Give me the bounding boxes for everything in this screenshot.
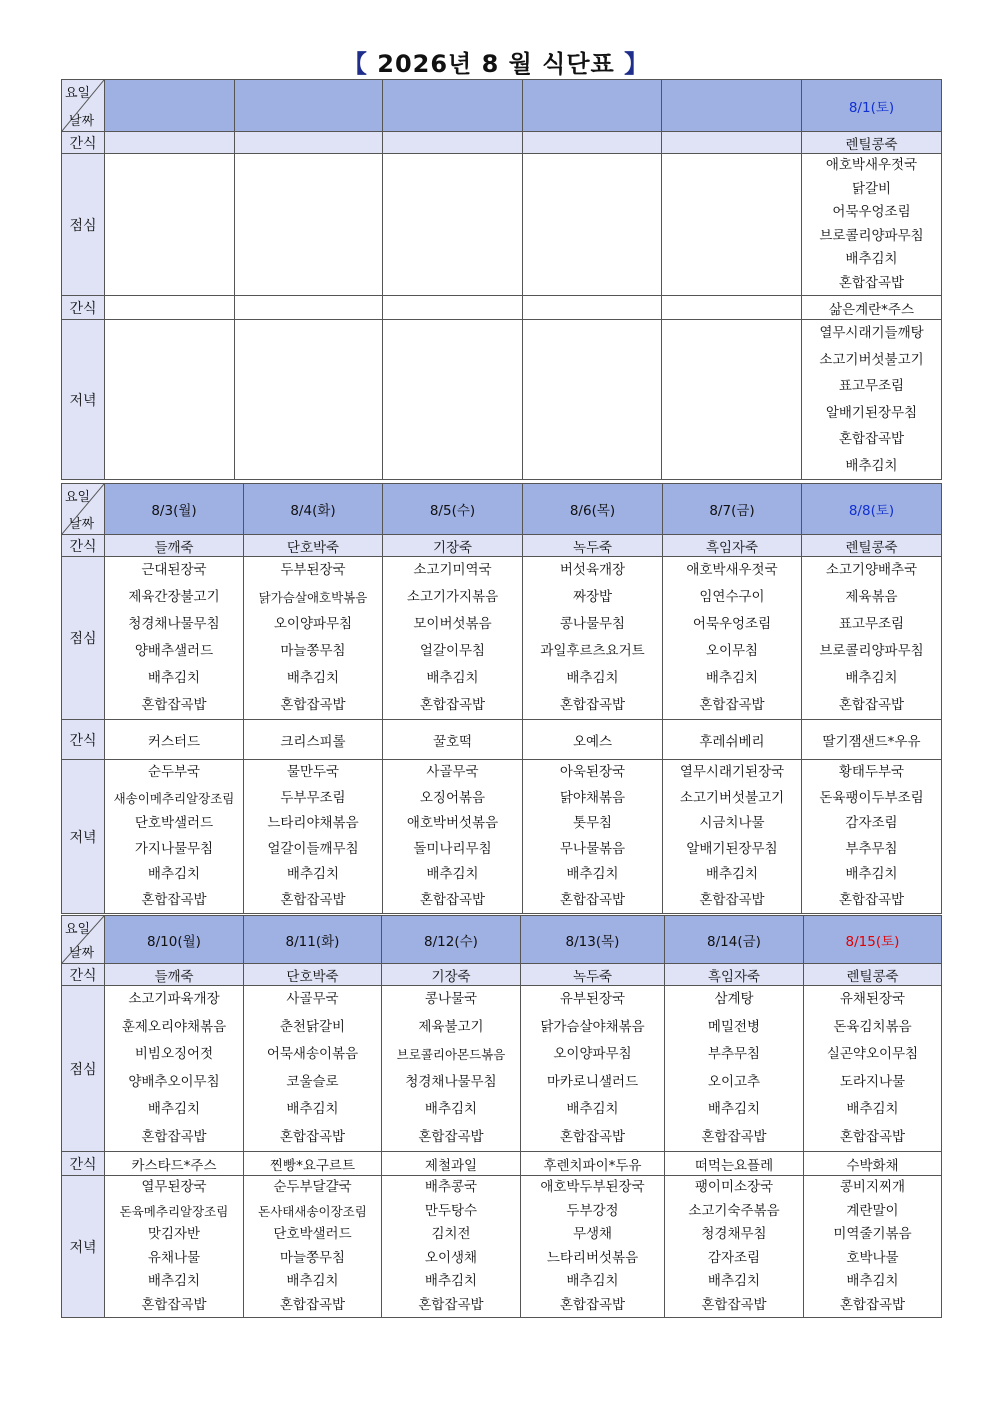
date-cell <box>235 80 383 132</box>
menu-item: 혼합잡곡밥 <box>279 1296 346 1313</box>
menu-item: 감자조림 <box>845 815 898 831</box>
lunch-cell <box>235 154 383 296</box>
menu-item: 애호박새우젓국 <box>825 157 918 173</box>
menu-item: 춘천닭갈비 <box>279 1018 346 1035</box>
snack-cell: 후렌치파이*두유 <box>521 1152 665 1176</box>
lunch-cell <box>105 986 244 1152</box>
menu-item: 배추김치 <box>147 1101 201 1117</box>
snack-cell: 단호박죽 <box>244 535 383 557</box>
dinner-cell <box>663 760 802 914</box>
lunch-cell <box>802 154 942 296</box>
menu-item: 혼합잡곡밥 <box>701 1128 767 1145</box>
menu-item: 김치전 <box>431 1226 471 1242</box>
lunch-cell <box>521 986 665 1152</box>
menu-item: 배추김치 <box>566 1101 619 1117</box>
menu-item: 배추김치 <box>566 1273 619 1289</box>
week-table-1 <box>61 79 942 480</box>
snack-cell <box>383 132 523 154</box>
menu-item: 혼합잡곡밥 <box>559 1296 626 1313</box>
date-label: 날짜 <box>69 946 95 961</box>
snack-cell: 커스터드 <box>105 720 244 760</box>
snack-cell: 기장죽 <box>383 535 523 557</box>
snack-cell: 떠먹는요플레 <box>665 1152 804 1176</box>
menu-item: 비빔오징어젓 <box>134 1046 214 1062</box>
day-date-corner <box>62 916 105 964</box>
snack-cell <box>235 296 383 320</box>
date-cell <box>523 80 662 132</box>
snack-cell: 찐빵*요구르트 <box>244 1152 382 1176</box>
snack-cell: 녹두죽 <box>521 964 665 986</box>
menu-item: 소고기미역국 <box>413 562 492 578</box>
dinner-label: 저녁 <box>62 1176 105 1318</box>
snack-cell: 렌틸콩죽 <box>802 535 942 557</box>
lunch-cell <box>802 557 942 720</box>
dinner-cell <box>105 1176 244 1318</box>
lunch-cell <box>383 154 523 296</box>
lunch-cell <box>523 154 662 296</box>
menu-item: 돈육팽이두부조림 <box>819 789 924 806</box>
menu-item: 배추김치 <box>426 670 479 686</box>
menu-item: 소고기숙주볶음 <box>688 1202 780 1219</box>
menu-item: 배추김치 <box>845 457 898 474</box>
menu-item: 아욱된장국 <box>559 764 626 780</box>
menu-item: 돈육김치볶음 <box>833 1018 912 1035</box>
menu-item: 양배추샐러드 <box>134 643 214 659</box>
snack-label: 간식 <box>62 132 105 154</box>
menu-item: 혼합잡곡밥 <box>839 1128 906 1145</box>
menu-item: 순두부달걀국 <box>273 1179 352 1195</box>
day-label: 요일 <box>65 490 91 505</box>
menu-item: 혼합잡곡밥 <box>838 431 905 447</box>
menu-item: 느타리버섯볶음 <box>546 1249 639 1266</box>
menu-item: 배추김치 <box>286 1273 339 1289</box>
menu-item: 모이버섯볶음 <box>413 616 492 632</box>
menu-item: 콩나물무침 <box>559 616 626 632</box>
menu-item: 혼합잡곡밥 <box>419 697 486 713</box>
snack-cell: 렌틸콩죽 <box>802 132 942 154</box>
dinner-row <box>62 1176 942 1318</box>
menu-item: 혼합잡곡밥 <box>280 697 346 713</box>
date-cell: 8/5(수) <box>383 484 523 535</box>
title-text: 2026년 8 월 식단표 <box>377 50 615 78</box>
snack-label: 간식 <box>62 720 105 760</box>
menu-item: 혼합잡곡밥 <box>838 697 905 713</box>
snack-row-2 <box>62 296 942 320</box>
snack-row-2 <box>62 720 942 760</box>
snack-cell: 단호박죽 <box>244 964 382 986</box>
week-table-3 <box>61 915 942 1318</box>
day-label: 요일 <box>65 922 91 937</box>
lunch-cell <box>663 557 802 720</box>
date-cell: 8/11(화) <box>244 916 382 964</box>
snack-cell <box>383 296 523 320</box>
menu-item: 유채된장국 <box>839 991 906 1007</box>
dinner-cell <box>382 1176 521 1318</box>
menu-item: 감자조림 <box>707 1249 761 1266</box>
dinner-cell <box>802 320 942 480</box>
menu-item: 맛김자반 <box>147 1226 201 1242</box>
snack-cell: 들깨죽 <box>105 964 244 986</box>
menu-item: 오이양파무침 <box>273 616 353 632</box>
menu-item: 소고기버섯불고기 <box>819 351 924 368</box>
date-cell: 8/10(월) <box>105 916 244 964</box>
dinner-cell <box>665 1176 804 1318</box>
snack-cell: 수박화채 <box>804 1152 942 1176</box>
menu-item: 배추콩국 <box>424 1179 478 1195</box>
dinner-cell <box>244 1176 382 1318</box>
date-row <box>62 916 942 964</box>
menu-item: 훈제오리야채볶음 <box>121 1018 227 1035</box>
snack-label: 간식 <box>62 1152 105 1176</box>
menu-item: 배추김치 <box>845 251 898 267</box>
menu-item: 배추김치 <box>286 670 340 686</box>
menu-item: 근대된장국 <box>141 562 207 578</box>
menu-item: 배추김치 <box>147 866 201 882</box>
menu-item: 어묵우엉조림 <box>692 616 772 632</box>
menu-item: 삼계탕 <box>714 991 754 1007</box>
menu-item: 단호박샐러드 <box>273 1226 352 1242</box>
snack-cell: 들깨죽 <box>105 535 244 557</box>
snack-cell: 제철과일 <box>382 1152 521 1176</box>
menu-item: 소고기양배추국 <box>825 562 918 578</box>
menu-item: 어묵우엉조림 <box>832 204 911 220</box>
menu-item: 시금치나물 <box>699 815 765 831</box>
menu-item: 배추김치 <box>705 670 759 686</box>
date-cell-saturday: 8/8(토) <box>802 484 942 535</box>
snack-cell <box>662 296 802 320</box>
menu-item: 오이고추 <box>707 1073 761 1090</box>
menu-item: 닭야채볶음 <box>559 789 626 806</box>
menu-item: 혼합잡곡밥 <box>839 1296 906 1313</box>
dinner-cell <box>105 760 244 914</box>
menu-item: 코울슬로 <box>286 1073 339 1090</box>
menu-item: 혼합잡곡밥 <box>699 891 765 908</box>
menu-item: 부추무침 <box>845 840 898 857</box>
menu-item: 애호박새우젓국 <box>686 562 778 578</box>
menu-item: 마늘쫑무침 <box>279 1249 346 1266</box>
dinner-cell <box>662 320 802 480</box>
date-cell <box>105 80 235 132</box>
menu-item: 청경채나물무침 <box>405 1073 497 1090</box>
menu-item: 유부된장국 <box>559 991 626 1007</box>
date-label: 날짜 <box>69 114 95 129</box>
menu-item: 혼합잡곡밥 <box>559 891 626 908</box>
week-table-2 <box>61 483 942 914</box>
lunch-cell <box>244 557 383 720</box>
menu-item: 브로콜리양파무침 <box>819 643 924 659</box>
snack-cell <box>105 132 235 154</box>
menu-item: 양배추오이무침 <box>128 1073 220 1090</box>
menu-item: 배추김치 <box>286 866 340 882</box>
menu-item: 메밀전병 <box>707 1018 761 1035</box>
menu-item: 도라지나물 <box>839 1073 906 1090</box>
menu-item: 느타리야채볶음 <box>267 815 359 831</box>
menu-item: 유채나물 <box>147 1249 201 1266</box>
date-cell: 8/12(수) <box>382 916 521 964</box>
snack-row-2 <box>62 1152 942 1176</box>
menu-item: 순두부국 <box>147 764 201 780</box>
menu-item: 사골무국 <box>426 764 479 780</box>
menu-item: 오징어볶음 <box>419 789 486 806</box>
menu-item: 소고기버섯불고기 <box>679 789 785 806</box>
menu-item: 가지나물무침 <box>134 840 214 857</box>
menu-item: 제육간장불고기 <box>128 589 220 605</box>
snack-cell: 기장죽 <box>382 964 521 986</box>
menu-item: 청경채나물무침 <box>128 616 220 632</box>
menu-item: 물만두국 <box>286 764 340 780</box>
menu-item: 얼갈이들깨무침 <box>267 840 359 857</box>
snack-label: 간식 <box>62 296 105 320</box>
menu-item: 배추김치 <box>426 866 479 882</box>
menu-item: 마늘쫑무침 <box>280 643 346 659</box>
title-bracket-close: 】 <box>624 50 650 78</box>
dinner-cell <box>802 760 942 914</box>
menu-item: 혼합잡곡밥 <box>418 1296 484 1313</box>
date-cell: 8/14(금) <box>665 916 804 964</box>
menu-item: 실곤약오이무침 <box>826 1046 919 1062</box>
menu-item: 열무시래기들깨탕 <box>819 325 924 341</box>
menu-item: 혼합잡곡밥 <box>838 274 905 291</box>
snack-cell <box>235 132 383 154</box>
menu-item: 단호박샐러드 <box>134 815 214 831</box>
menu-item: 소고기파육개장 <box>128 991 220 1007</box>
menu-item: 배추김치 <box>424 1273 478 1289</box>
menu-item: 배추김치 <box>705 866 759 882</box>
dinner-cell <box>383 760 523 914</box>
menu-item: 브로콜리아몬드볶음 <box>396 1047 506 1062</box>
menu-item: 얼갈이무침 <box>419 643 486 659</box>
dinner-cell <box>523 320 662 480</box>
menu-item: 팽이미소장국 <box>694 1179 774 1195</box>
menu-item: 배추김치 <box>846 1273 899 1289</box>
dinner-cell <box>235 320 383 480</box>
menu-item: 혼합잡곡밥 <box>418 1128 484 1145</box>
lunch-label: 점심 <box>62 557 105 720</box>
menu-item: 임연수구이 <box>699 589 765 605</box>
snack-cell: 딸기잼샌드*우유 <box>802 720 942 760</box>
dinner-cell <box>521 1176 665 1318</box>
lunch-cell <box>244 986 382 1152</box>
snack-cell: 흑임자죽 <box>663 535 802 557</box>
snack-cell <box>105 296 235 320</box>
snack-cell: 오예스 <box>523 720 663 760</box>
lunch-cell <box>105 154 235 296</box>
menu-item: 오이생채 <box>424 1249 478 1266</box>
snack-cell <box>662 132 802 154</box>
dinner-cell <box>804 1176 942 1318</box>
menu-item: 혼합잡곡밥 <box>701 1296 767 1313</box>
snack-cell <box>523 296 662 320</box>
dinner-label: 저녁 <box>62 320 105 480</box>
snack-cell: 꿀호떡 <box>383 720 523 760</box>
menu-item: 오이무침 <box>705 643 759 659</box>
lunch-cell <box>665 986 804 1152</box>
menu-item: 혼합잡곡밥 <box>559 697 626 713</box>
date-cell-saturday: 8/1(토) <box>802 80 942 132</box>
menu-item: 만두탕수 <box>424 1202 478 1219</box>
menu-item: 열무시래기된장국 <box>679 764 785 780</box>
menu-item: 두부무조림 <box>280 789 346 806</box>
date-label: 날짜 <box>69 517 95 532</box>
menu-item: 무생채 <box>572 1226 613 1242</box>
menu-item: 미역줄기볶음 <box>833 1226 912 1242</box>
snack-cell: 삶은계란*주스 <box>802 296 942 320</box>
menu-item: 배추김치 <box>147 670 201 686</box>
lunch-row <box>62 986 942 1152</box>
menu-item: 혼합잡곡밥 <box>280 891 346 908</box>
menu-item: 배추김치 <box>566 670 619 686</box>
lunch-label: 점심 <box>62 154 105 296</box>
menu-item: 버섯육개장 <box>559 562 626 578</box>
menu-item: 배추김치 <box>286 1101 339 1117</box>
menu-item: 닭갈비 <box>851 180 892 197</box>
menu-item: 짜장밥 <box>572 589 613 605</box>
snack-cell: 녹두죽 <box>523 535 663 557</box>
page-title <box>0 44 992 79</box>
menu-item: 열무된장국 <box>141 1179 207 1195</box>
menu-item: 알배기된장무침 <box>825 404 918 421</box>
lunch-cell <box>382 986 521 1152</box>
menu-item: 무나물볶음 <box>559 840 626 857</box>
menu-item: 알배기된장무침 <box>686 840 778 857</box>
menu-item: 배추김치 <box>566 866 619 882</box>
menu-item: 새송이메추리알장조림 <box>113 790 235 806</box>
lunch-row <box>62 154 942 296</box>
date-cell: 8/13(목) <box>521 916 665 964</box>
snack-cell: 흑임자죽 <box>665 964 804 986</box>
menu-item: 배추김치 <box>147 1273 201 1289</box>
menu-item: 제육볶음 <box>845 589 898 605</box>
menu-item: 혼합잡곡밥 <box>419 891 486 908</box>
snack-row-1 <box>62 964 942 986</box>
menu-item: 황태두부국 <box>838 764 905 780</box>
menu-item: 혼합잡곡밥 <box>141 697 207 713</box>
lunch-label: 점심 <box>62 986 105 1152</box>
menu-item: 닭가슴살야채볶음 <box>540 1018 645 1035</box>
dinner-cell <box>383 320 523 480</box>
dinner-row <box>62 760 942 914</box>
snack-cell: 카스타드*주스 <box>105 1152 244 1176</box>
dinner-cell <box>105 320 235 480</box>
menu-item: 계란말이 <box>846 1202 899 1219</box>
date-cell: 8/4(화) <box>244 484 383 535</box>
menu-item: 어묵새송이볶음 <box>266 1046 359 1062</box>
menu-item: 청경채무침 <box>701 1226 767 1242</box>
menu-item: 마카로니샐러드 <box>546 1073 639 1090</box>
menu-item: 혼합잡곡밥 <box>279 1128 346 1145</box>
date-cell <box>383 80 523 132</box>
dinner-cell <box>523 760 663 914</box>
menu-item: 제육불고기 <box>418 1018 484 1035</box>
snack-cell: 크리스피롤 <box>244 720 383 760</box>
menu-item: 사골무국 <box>286 991 339 1007</box>
menu-item: 브로콜리양파무침 <box>819 227 924 244</box>
menu-item: 혼합잡곡밥 <box>699 697 765 713</box>
snack-label: 간식 <box>62 964 105 986</box>
dinner-row <box>62 320 942 480</box>
snack-row-1 <box>62 535 942 557</box>
day-date-corner <box>62 484 105 535</box>
date-cell: 8/3(월) <box>105 484 244 535</box>
date-row <box>62 80 942 132</box>
date-cell-holiday: 8/15(토) <box>804 916 942 964</box>
menu-item: 배추김치 <box>707 1101 761 1117</box>
menu-item: 소고기가지볶음 <box>406 589 499 605</box>
menu-item: 혼합잡곡밥 <box>838 891 905 908</box>
menu-item: 돌미나리무침 <box>413 840 492 857</box>
menu-item: 돈사태새송이장조림 <box>258 1203 367 1219</box>
menu-item: 배추김치 <box>707 1273 761 1289</box>
lunch-cell <box>804 986 942 1152</box>
menu-item: 혼합잡곡밥 <box>141 891 207 908</box>
menu-item: 배추김치 <box>845 670 898 686</box>
menu-item: 돈육메추리알장조림 <box>119 1203 229 1219</box>
title-bracket-open: 【 <box>342 50 368 78</box>
menu-item: 애호박버섯볶음 <box>406 815 499 831</box>
menu-item: 혼합잡곡밥 <box>141 1296 207 1313</box>
snack-cell: 렌틸콩죽 <box>804 964 942 986</box>
snack-cell <box>523 132 662 154</box>
snack-label: 간식 <box>62 535 105 557</box>
menu-item: 콩나물국 <box>424 991 478 1007</box>
date-cell <box>662 80 802 132</box>
dinner-label: 저녁 <box>62 760 105 914</box>
menu-item: 배추김치 <box>845 866 898 882</box>
menu-item: 혼합잡곡밥 <box>559 1128 626 1145</box>
date-row <box>62 484 942 535</box>
date-cell: 8/7(금) <box>663 484 802 535</box>
lunch-cell <box>383 557 523 720</box>
menu-item: 배추김치 <box>846 1101 899 1117</box>
lunch-cell <box>105 557 244 720</box>
dinner-cell <box>244 760 383 914</box>
menu-item: 애호박두부된장국 <box>540 1179 645 1195</box>
lunch-cell <box>662 154 802 296</box>
snack-cell: 후레쉬베리 <box>663 720 802 760</box>
menu-item: 부추무침 <box>707 1046 761 1062</box>
menu-item: 두부된장국 <box>280 562 346 578</box>
lunch-cell <box>523 557 663 720</box>
menu-item: 표고무조림 <box>838 378 905 394</box>
menu-item: 배추김치 <box>424 1101 478 1117</box>
menu-item: 두부강정 <box>566 1202 619 1219</box>
menu-item: 과일후르츠요거트 <box>540 643 645 659</box>
menu-item: 톳무침 <box>572 815 613 831</box>
menu-item: 혼합잡곡밥 <box>141 1128 207 1145</box>
menu-item: 콩비지찌개 <box>839 1179 906 1195</box>
day-label: 요일 <box>65 86 91 101</box>
date-cell: 8/6(목) <box>523 484 663 535</box>
menu-item: 닭가슴살애호박볶음 <box>258 590 368 605</box>
menu-item: 표고무조림 <box>838 616 905 632</box>
day-date-corner <box>62 80 105 132</box>
snack-row-1 <box>62 132 942 154</box>
menu-item: 호박나물 <box>846 1249 899 1266</box>
lunch-row <box>62 557 942 720</box>
menu-item: 오이양파무침 <box>553 1046 632 1062</box>
